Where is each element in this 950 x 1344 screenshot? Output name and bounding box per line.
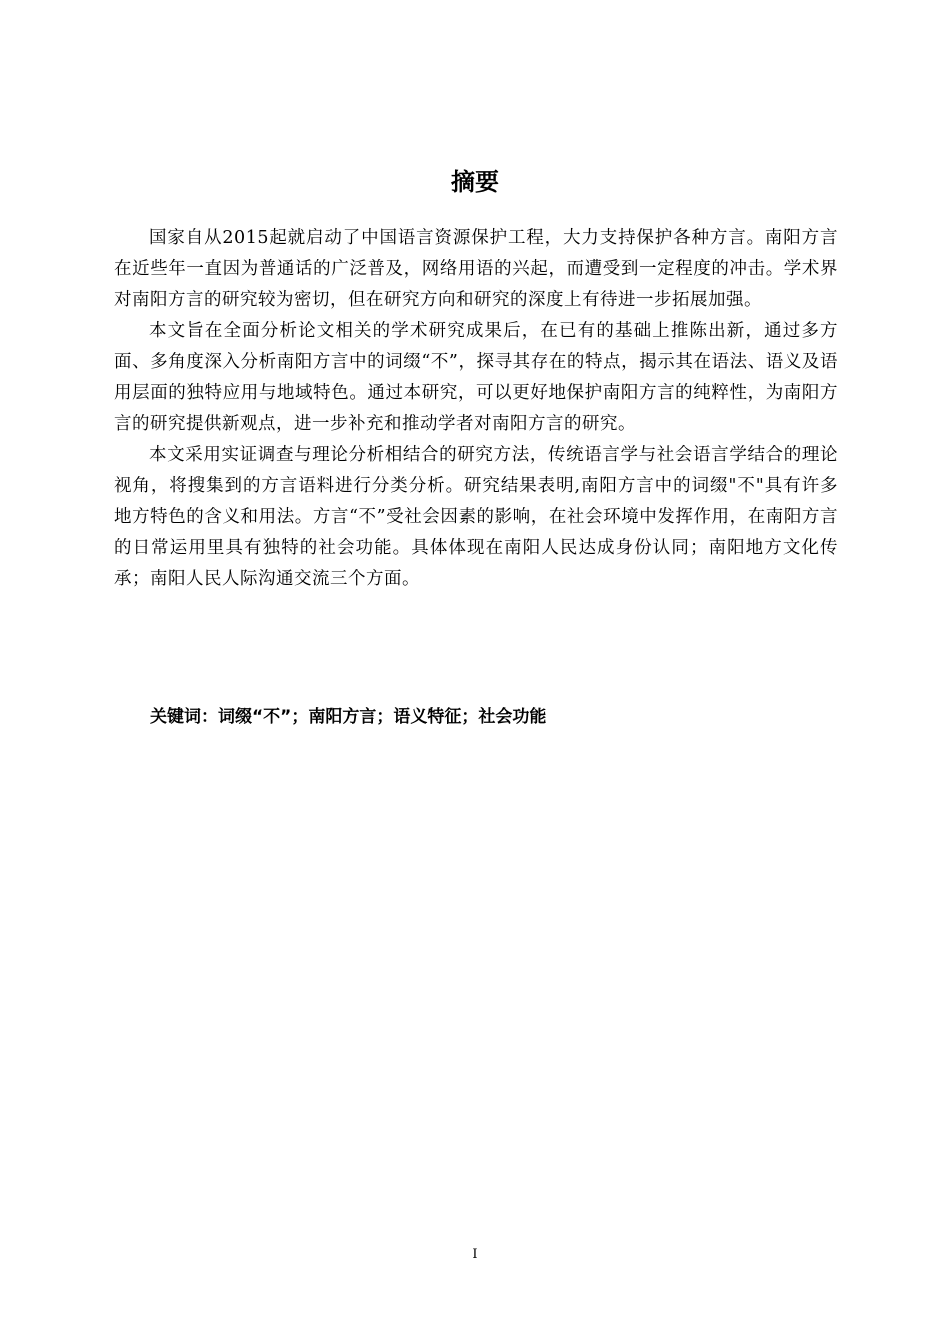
- abstract-paragraph-3: 本文采用实证调查与理论分析相结合的研究方法，传统语言学与社会语言学结合的理论视角，将搜集到的方言语料进行分类分析。研究结果表明,南阳方言中的词缀"不"具有许多地方特色的含义和用法。方言“不”受社会因素的影响，在社会环境中发挥作用，在南阳方言的日常运用里具有独特的社会功能。具体体现在南阳人民达成身份认同；南阳地方文化传承；南阳人民人际沟通交流三个方面。: [114, 445, 838, 589]
- abstract-title: 摘要: [451, 168, 499, 196]
- page-number: I: [472, 1247, 478, 1262]
- abstract-body: [114, 223, 838, 595]
- keywords-line: 关键词：词缀“不”；南阳方言；语义特征；社会功能: [150, 707, 547, 727]
- abstract-paragraph-2: 本文旨在全面分析论文相关的学术研究成果后，在已有的基础上推陈出新，通过多方面、多角度深入分析南阳方言中的词缀“不”，探寻其存在的特点，揭示其在语法、语义及语用层面的独特应用与地域特色。通过本研究，可以更好地保护南阳方言的纯粹性，为南阳方言的研究提供新观点，进一步补充和推动学者对南阳方言的研究。: [114, 321, 838, 434]
- abstract-paragraph-1: 国家自从2015起就启动了中国语言资源保护工程，大力支持保护各种方言。南阳方言在近些年一直因为普通话的广泛普及，网络用语的兴起，而遭受到一定程度的冲击。学术界对南阳方言的研究较为密切，但在研究方向和研究的深度上有待进一步拓展加强。: [114, 228, 838, 310]
